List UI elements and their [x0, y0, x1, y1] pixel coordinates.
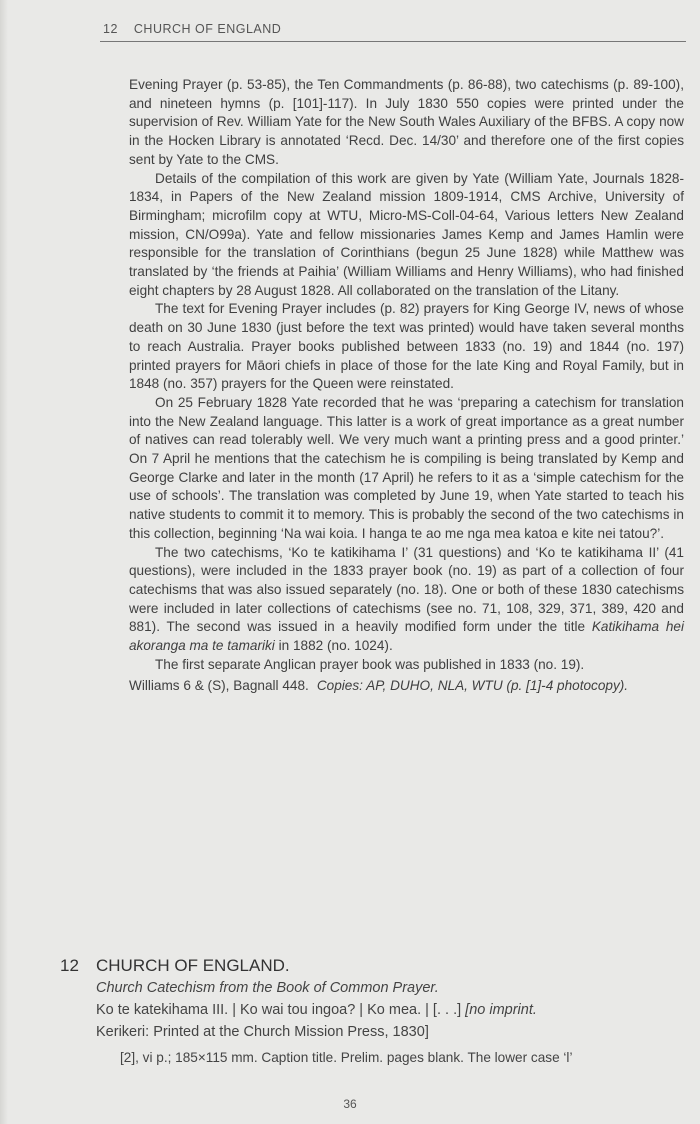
running-head: [103, 22, 281, 36]
body-text: [129, 76, 684, 695]
running-head-title: CHURCH OF ENGLAND: [133, 22, 282, 36]
paragraph-compilation: Details of the compilation of this work are given by Yate (William Yate, Journals 1828-1834, in Papers of the New Zealand mission 1809-1914, CMS Archive, University of Birmingham; microfilm copy at WTU, Micro-MS-Coll-04-64, Various letters New Zealand mission, CN/O99a). Yate and fellow missionaries James Kemp and James Hamlin were responsible for the translation of Corinthians (begun 25 June 1828) while Matthew was translated by ‘the friends at Paihia’ (William Williams and Henry Williams), who had finished eight chapters by 28 August 1828. All collaborated on the translation of the Litany.: [129, 170, 684, 298]
paragraph-catechism-history: On 25 February 1828 Yate recorded that he was ‘preparing a catechism for translation into the New Zealand language. This latter is a work of great importance as a great number of natives can read tolerably well. We very much want a printing press and a good printer.’ On 7 April he mentions that the catechism he is compiling is being translated by Kemp and George Clarke and later in the month (17 April) he refers to it as a ‘simple catechism for the use of schools’. The translation was completed by June 19, when Yate started to teach his native students to commit it to memory. This is probably the second of the two catechisms in this collection, beginning ‘Na wai koia. I hanga te ao me nga mea katoa e kite nei tatou?’.: [129, 394, 684, 541]
paragraph-two-catechisms-end: in 1882 (no. 1024).: [278, 638, 393, 654]
catechism-title-italic: Katikihama hei akoranga ma te tamariki: [129, 619, 684, 654]
copies-text: Copies: AP, DUHO, NLA, WTU (p. [1]-4 photocopy).: [316, 677, 629, 693]
references: [129, 677, 684, 696]
paragraph-two-catechisms: [129, 544, 684, 656]
entry-title: Church Catechism from the Book of Common Prayer.: [96, 980, 439, 996]
catalogue-entry: [60, 955, 684, 1069]
entry-number: 12: [60, 956, 79, 975]
entry-collation: [2], vi p.; 185×115 mm. Caption title. Prelim. pages blank. The lower case ‘l’: [120, 1050, 573, 1065]
entry-imprint-note: [no imprint.: [465, 1002, 537, 1018]
entry-body: [96, 977, 684, 1069]
paragraph-first-prayer-book: The first separate Anglican prayer book was published in 1833 (no. 19).: [155, 656, 585, 672]
footer-page-number: 36: [343, 1097, 357, 1111]
entry-imprint: Kerikeri: Printed at the Church Mission Press, 1830]: [96, 1024, 429, 1040]
paragraph-evening-prayer: The text for Evening Prayer includes (p. 82) prayers for King George IV, news of whose death on 30 June 1830 (just before the text was printed) would have taken several months to reach Australia. Prayer books published between 1833 (no. 19) and 1844 (no. 197) printed prayers for Māori chiefs in place of those for the late King and Royal Family, but in 1848 (no. 357) prayers for the Queen were reinstated.: [129, 301, 684, 392]
entry-transcription: [96, 999, 684, 1021]
page-edge: [0, 0, 8, 1124]
running-head-page-number: 12: [103, 22, 118, 36]
paragraph-two-catechisms-text: The two catechisms, ‘Ko te katikihama I’ (31 questions) and ‘Ko te katikihama II’ (41 questions), were included in the 1833 prayer book (no. 19) as part of a collection of four catechisms that was also issued separately (no. 18). One or both of these 1830 catechisms were included in later collections of catechisms (see no. 71, 108, 329, 371, 389, 420 and 881). The second was issued in a heavily modified form under the title: [129, 544, 684, 635]
header-rule: [100, 41, 686, 42]
paragraph-continued: Evening Prayer (p. 53-85), the Ten Commandments (p. 86-88), two catechisms (p. 89-100), and nineteen hymns (p. [101]-117). In July 1830 550 copies were printed under the supervision of Rev. William Yate for the New South Wales Auxiliary of the BFBS. A copy now in the Hocken Library is annotated ‘Recd. Dec. 14/30’ and therefore one of the first copies sent by Yate to the CMS.: [129, 77, 684, 167]
entry-heading: [60, 955, 684, 977]
entry-transcription-text: Ko te katekihama III. | Ko wai tou ingoa? | Ko mea. | [. . .]: [96, 1002, 462, 1018]
references-text: Williams 6 & (S), Bagnall 448.: [129, 677, 309, 693]
entry-heading-text: CHURCH OF ENGLAND.: [96, 956, 290, 975]
